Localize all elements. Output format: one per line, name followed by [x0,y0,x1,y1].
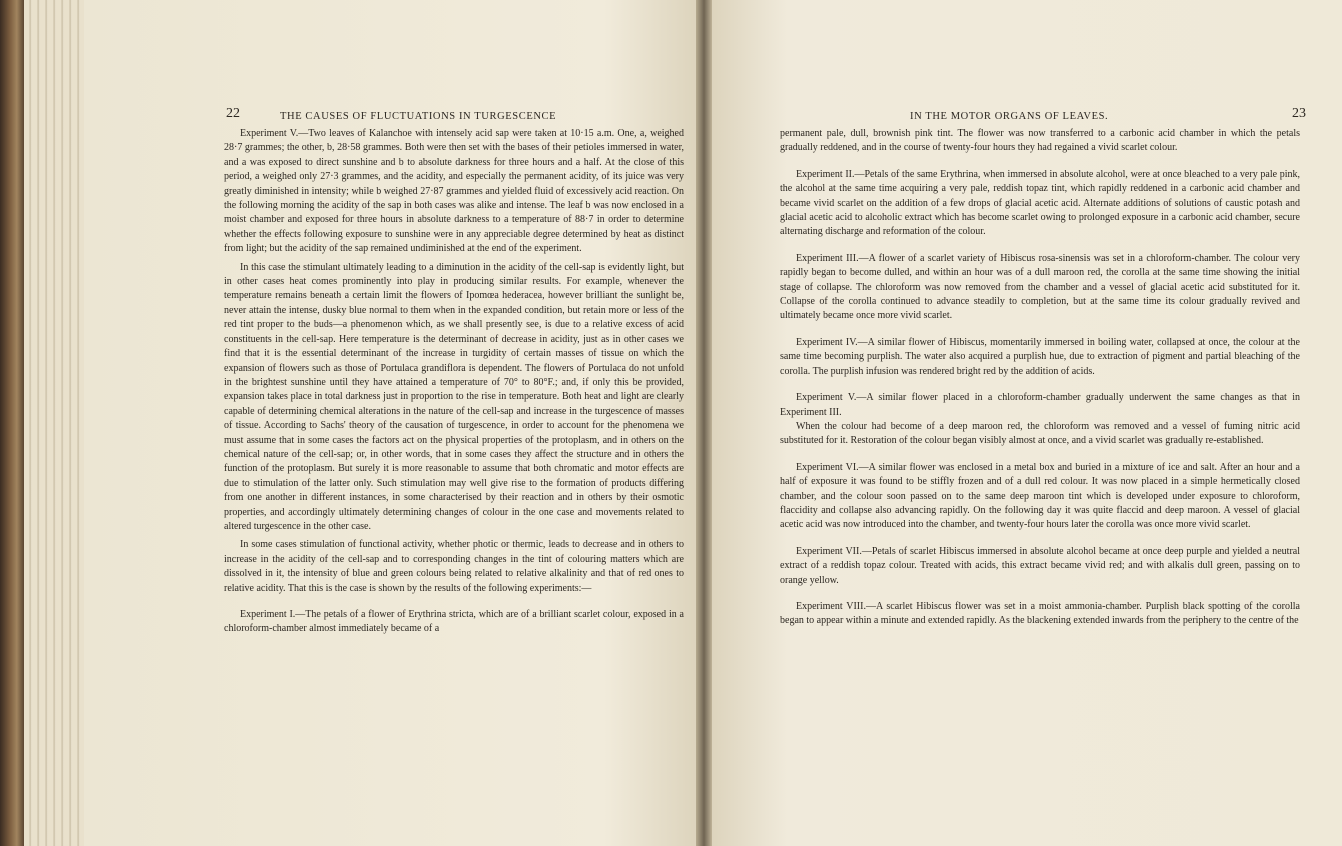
paragraph: In this case the stimulant ultimately leading to a diminution in the acidity of the cell-sap is evidently light, but in other cases heat comes prominently into play in producing similar results. For example, whenever the temperature remains beneath a certain limit the flowers of Ipomœa hederacea, however brilliant the sunlight be, never attain the intense, dusky blue normal to them when in the expanded condition, but retain more or less of the red tint proper to the buds—a phenomenon which, as we shall presently see, is due to a relative excess of acid constituents in the cell-sap. Here temperature is the determinant of decrease in acidity, just as in other cases we find that it is the essential determinant of the increase in turgidity of certain masses of tissue on which the expansion of flowers such as those of Portulaca grandiflora is dependent. The flowers of Portulaca do not unfold in the brightest sunshine until they have attained a temperature of 70° to 80°F.; and, if only this be provided, expansion takes place in total darkness just in proportion to the rise in temperature. Both heat and light are clearly capable of determining chemical alterations in the nature of the cell-sap and increase in the turgescence of masses of tissue. According to Sachs' theory of the causation of turgescence, in order to account for the phenomena we must assume that in some cases the factors act on the physical properties of the protoplasm, and in others on the chemical nature of the cell-sap; or, in other words, that in some cases they affect the structure and in others the function of the protoplasm. But surely it is more reasonable to assume that both chromatic and motor effects are due to stimulation of the latter only. Such stimulation may well give rise to the formation of products differing from one another in different instances, in some characterised by their reaction and in others by their osmotic properties, and accordingly ultimately determining changes of colour in the one case and movements related to altered turgescence in the other case. [224,261,684,532]
paragraph: Experiment VI.—A similar flower was enclosed in a metal box and buried in a mixture of ice and salt. After an hour and a half of exposure it was found to be stiffly frozen and of a dull red colour. It was now placed in a simple hermetically closed chamber, and the colour soon passed on to the same deep maroon tint which is developed under exposure to chloroform, flaccidity and collapse also advancing rapidly. On the following day it was quite flaccid and deep maroon. A vessel of glacial acetic acid was now introduced into the chamber, and twenty-four hours later the corolla was once more vivid scarlet. [780,461,1300,531]
paragraph: Experiment VII.—Petals of scarlet Hibiscus immersed in absolute alcohol became at once deep purple and yielded a neutral extract of a reddish topaz colour. Treated with acids, this extract became vivid red; and with alkalis dull green, passing on to orange yellow. [780,545,1300,586]
book-binding [0,0,24,846]
book-gutter [696,0,712,846]
paragraph: Experiment II.—Petals of the same Erythrina, when immersed in absolute alcohol, were at once bleached to a very pale pink, the alcohol at the same time acquiring a very pale, reddish topaz tint, which rapidly reddened in a carbonic acid chamber and became vivid scarlet on the addition of a few drops of glacial acetic acid. Alternate additions of solutions of caustic potash and glacial acetic acid to alcoholic extract which has become scarlet owing to prolonged exposure in a carbonic acid chamber, secure alternating discharge and reformation of the colour. [780,168,1300,238]
paragraph: Experiment V.—A similar flower placed in a chloroform-chamber gradually underwent the same changes as that in Experiment III. [780,392,1300,418]
paragraph: When the colour had become of a deep maroon red, the chloroform was removed and a vessel of fuming nitric acid substituted for it. Restoration of the colour began visibly almost at once, and a vivid scarlet was gradually re-established. [780,420,1300,447]
paragraph: In some cases stimulation of functional activity, whether photic or thermic, leads to decrease and in others to increase in the acidity of the cell-sap and to corresponding changes in the tint of colouring matters which are dissolved in it, the intensity of blue and green colours being related to relative alkalinity and that of red ones to relative acidity. That this is the case is shown by the results of the following experiments:— [224,539,684,594]
paragraph: Experiment III.—A flower of a scarlet variety of Hibiscus rosa-sinensis was set in a chloroform-chamber. The colour very rapidly began to become dulled, and within an hour was of a dull maroon red, the corolla at the same time showing the initial stage of collapse. The chloroform was now removed from the chamber and a vessel of glacial acetic acid substituted for it. Collapse of the corolla continued to advance steadily to completion, but at the same time its colour gradually revived and ultimately became once more vivid scarlet. [780,252,1300,322]
paragraph: Experiment V.—Two leaves of Kalanchoe with intensely acid sap were taken at 10·15 a.m. One, a, weighed 28·7 grammes; the other, b, 28·58 grammes. Both were then set with the bases of their petioles immersed in water, and a was exposed to direct sunshine and b to absolute darkness for three hours and a half. At the close of this period, a weighed only 27·3 grammes, and the acidity, and especially the permanent acidity, of its juice was very greatly diminished in intensity; while b weighed 27·87 grammes and yielded fluid of excessively acid reaction. On the following morning the acidity of the sap in both cases was alike and intense. The leaf b was now enclosed in a moist chamber and exposed for three hours in absolute darkness to a temperature of 88·7 in order to determine whether the effects following exposure to sunshine were in any appreciable degree determined by heat as distinct from light; but the acidity of the sap remained undiminished at the end of the experiment. [224,128,684,255]
right-page [712,0,1342,846]
page-edges [24,0,84,846]
paragraph: Experiment VIII.—A scarlet Hibiscus flower was set in a moist ammonia-chamber. Purplish black spotting of the corolla began to appear within a minute and extended rapidly. As the blackening extended inwards from the periphery to the centre of the [780,600,1300,627]
text-column [224,127,684,641]
running-head: IN THE MOTOR ORGANS OF LEAVES. [910,111,1109,122]
left-page [84,0,696,846]
running-head: THE CAUSES OF FLUCTUATIONS IN TURGESCENCE [280,111,557,122]
paragraph: permanent pale, dull, brownish pink tint. The flower was now transferred to a carbonic acid chamber in which the petals gradually reddened, and in the course of twenty-four hours they had regained a vivid scarlet colour. [780,128,1300,154]
paragraph: Experiment I.—The petals of a flower of Erythrina stricta, which are of a brilliant scarlet colour, exposed in a chloroform-chamber almost immediately became of a [224,609,684,635]
page-number: 23 [1292,106,1306,121]
page-number: 22 [226,106,240,121]
text-column [780,127,1300,633]
paragraph: Experiment IV.—A similar flower of Hibiscus, momentarily immersed in boiling water, collapsed at once, the colour at the same time becoming purplish. The water also acquired a purplish hue, due to extraction of pigment and partial bleaching of the corolla. The purplish infusion was rendered bright red by the addition of acids. [780,336,1300,377]
